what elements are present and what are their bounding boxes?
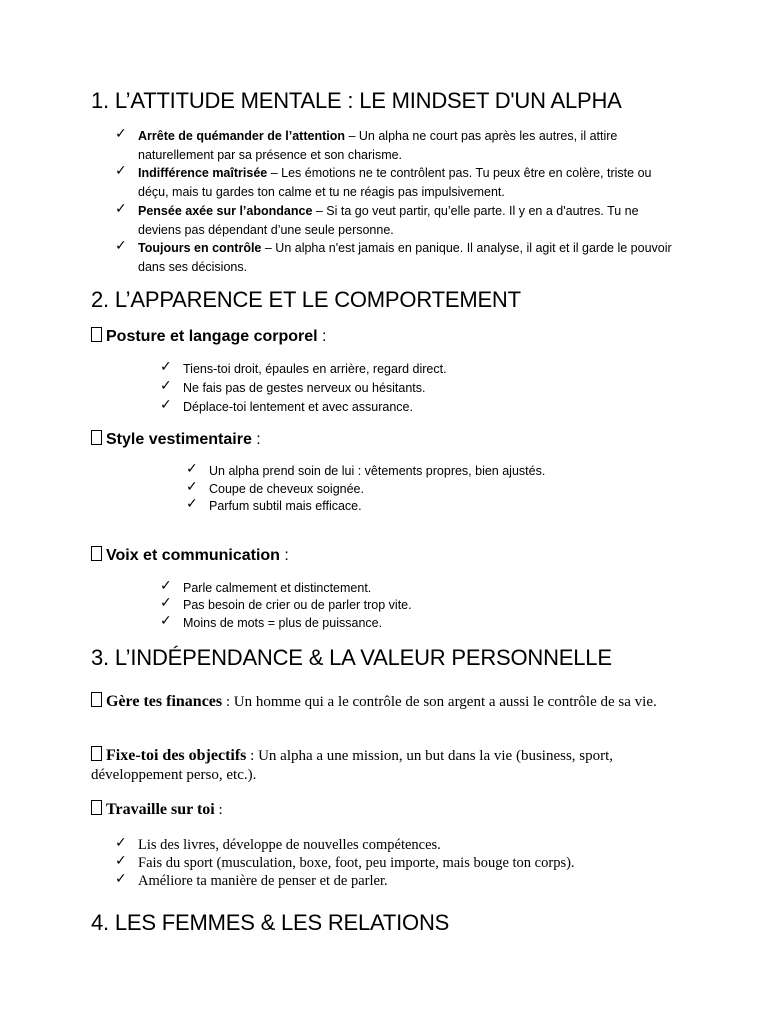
missing-glyph-icon <box>91 800 102 815</box>
list-item <box>115 164 675 201</box>
subsection-title: Voix et communication : <box>91 546 289 565</box>
section-3-heading: 3. L’INDÉPENDANCE & LA VALEUR PERSONNELLE <box>91 645 612 670</box>
check-icon: ✓ <box>186 461 198 477</box>
check-icon: ✓ <box>160 613 172 629</box>
list-item: ✓ Parfum subtil mais efficace. <box>186 496 362 513</box>
section-4-heading: 4. LES FEMMES & LES RELATIONS <box>91 910 450 935</box>
check-icon: ✓ <box>115 853 127 869</box>
check-icon: ✓ <box>160 578 172 594</box>
check-icon: ✓ <box>115 163 127 179</box>
item-text: – Un alpha ne court pas après les autres, il attire naturellement par sa présence et son charisme. <box>138 129 618 162</box>
list-item: ✓ Améliore ta manière de penser et de parler. <box>115 871 388 889</box>
check-icon: ✓ <box>115 201 127 217</box>
missing-glyph-icon <box>91 430 102 445</box>
list-item: ✓ Déplace-toi lentement et avec assurance. <box>160 397 413 414</box>
subsection-title: Posture et langage corporel : <box>91 327 327 346</box>
check-icon: ✓ <box>115 126 127 142</box>
section-2-heading: 2. L’APPARENCE ET LE COMPORTEMENT <box>91 287 521 312</box>
list-item: ✓ Lis des livres, développe de nouvelles compétences. <box>115 835 441 853</box>
list-item: ✓ Parle calmement et distinctement. <box>160 578 372 595</box>
check-icon: ✓ <box>115 871 127 887</box>
list-item: ✓ Ne fais pas de gestes nerveux ou hésitants. <box>160 378 426 395</box>
check-icon: ✓ <box>160 397 172 413</box>
item-text: – Les émotions ne te contrôlent pas. Tu peux être en colère, triste ou déçu, mais tu gardes ton calme et tu ne réagis pas impulsivement. <box>138 166 652 199</box>
check-icon: ✓ <box>115 238 127 254</box>
section-1-heading: 1. L’ATTITUDE MENTALE : LE MINDSET D'UN ALPHA <box>91 88 622 113</box>
check-icon: ✓ <box>186 496 198 512</box>
item-title: Indifférence maîtrisée <box>138 166 268 180</box>
check-icon: ✓ <box>186 479 198 495</box>
item-title: Toujours en contrôle <box>138 241 262 255</box>
item-text: – Si ta go veut partir, qu’elle parte. Il y en a d'autres. Tu ne deviens pas dépendant d’une seule personne. <box>138 204 639 237</box>
list-item <box>115 127 675 164</box>
list-item: ✓ Coupe de cheveux soignée. <box>186 479 364 496</box>
item-text: – Un alpha n'est jamais en panique. Il analyse, il agit et il garde le pouvoir dans ses décisions. <box>138 241 672 274</box>
check-icon: ✓ <box>160 595 172 611</box>
paragraph-objectifs: Fixe-toi des objectifs : Un alpha a une mission, un but dans la vie (business, sport, développement perso, etc.). <box>91 747 614 783</box>
paragraph-finances: Gère tes finances : Un homme qui a le contrôle de son argent a aussi le contrôle de sa vie. <box>91 692 671 712</box>
missing-glyph-icon <box>91 746 102 761</box>
list-item <box>115 239 675 276</box>
missing-glyph-icon <box>91 546 102 561</box>
missing-glyph-icon <box>91 327 102 342</box>
check-icon: ✓ <box>160 359 172 375</box>
list-item <box>115 202 675 239</box>
list-item: ✓ Pas besoin de crier ou de parler trop vite. <box>160 595 412 612</box>
list-item: ✓ Un alpha prend soin de lui : vêtements propres, bien ajustés. <box>186 461 546 478</box>
check-icon: ✓ <box>115 835 127 851</box>
subsection-title: Travaille sur toi : <box>91 800 671 820</box>
check-icon: ✓ <box>160 378 172 394</box>
list-item: ✓ Moins de mots = plus de puissance. <box>160 613 383 630</box>
list-item: ✓ Tiens-toi droit, épaules en arrière, regard direct. <box>160 359 447 376</box>
subsection-title: Style vestimentaire : <box>91 430 261 449</box>
missing-glyph-icon <box>91 692 102 707</box>
list-item: ✓ Fais du sport (musculation, boxe, foot, peu importe, mais bouge ton corps). <box>115 853 575 871</box>
item-title: Arrête de quémander de l’attention <box>138 129 345 143</box>
item-title: Pensée axée sur l’abondance <box>138 204 313 218</box>
